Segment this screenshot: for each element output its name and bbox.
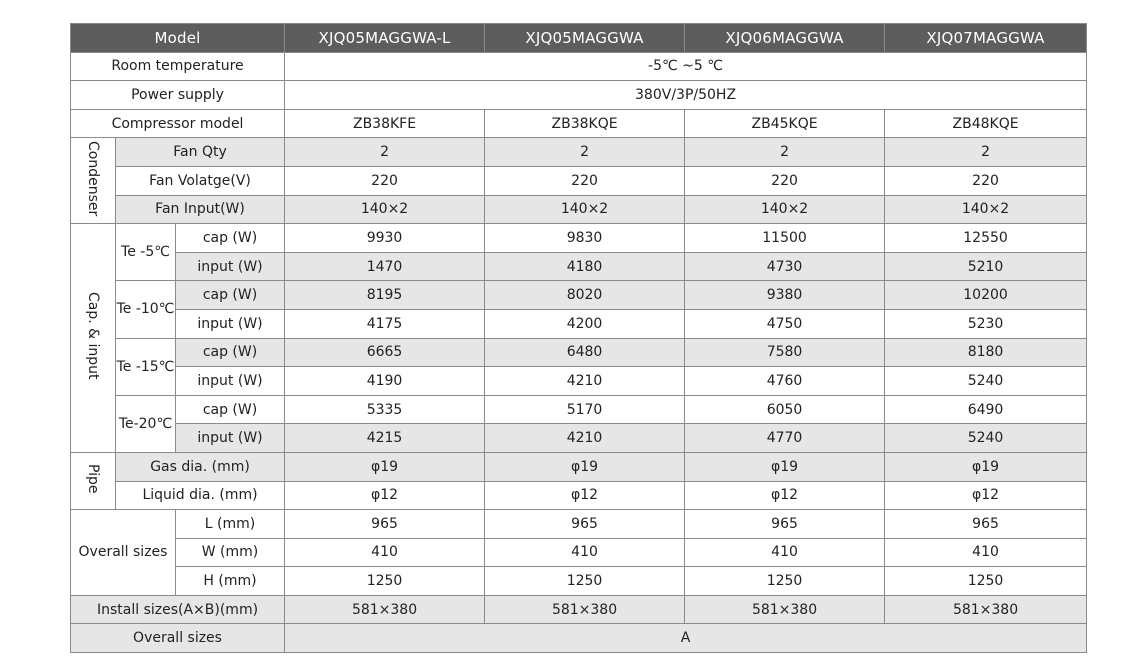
cap-value: 9830 [485, 224, 685, 253]
cap-value: 6050 [685, 395, 885, 424]
input-value: 5240 [885, 367, 1087, 396]
model-header: Model [71, 24, 285, 53]
install-sizes-value: 581×380 [685, 595, 885, 624]
gas-dia-value: φ19 [885, 452, 1087, 481]
input-value: 4175 [285, 309, 485, 338]
input-value: 4210 [485, 424, 685, 453]
gas-dia-label: Gas dia. (mm) [116, 452, 285, 481]
overall-sizes-row [71, 624, 1087, 653]
install-sizes-label: Install sizes(A×B)(mm) [71, 595, 285, 624]
header-row [71, 24, 1087, 53]
length-value: 965 [685, 510, 885, 539]
input-value: 5230 [885, 309, 1087, 338]
compressor-model-value: ZB48KQE [885, 109, 1087, 138]
cap-value: 12550 [885, 224, 1087, 253]
fan-input-row [71, 195, 1087, 224]
te-minus15-input-row [71, 367, 1087, 396]
overall-sizes-label: Overall sizes [71, 624, 285, 653]
cap-value: 7580 [685, 338, 885, 367]
input-value: 4770 [685, 424, 885, 453]
model-4: XJQ07MAGGWA [885, 24, 1087, 53]
install-sizes-value: 581×380 [285, 595, 485, 624]
input-value: 4215 [285, 424, 485, 453]
te-minus10-input-row [71, 309, 1087, 338]
input-value: 5240 [885, 424, 1087, 453]
fan-qty-label: Fan Qty [116, 138, 285, 167]
cap-value: 6490 [885, 395, 1087, 424]
power-supply-label: Power supply [71, 81, 285, 110]
cap-value: 5170 [485, 395, 685, 424]
width-value: 410 [685, 538, 885, 567]
input-value: 4200 [485, 309, 685, 338]
power-supply-row [71, 81, 1087, 110]
cap-label: cap (W) [176, 281, 285, 310]
gas-dia-value: φ19 [685, 452, 885, 481]
length-value: 965 [285, 510, 485, 539]
input-value: 4210 [485, 367, 685, 396]
compressor-model-label: Compressor model [71, 109, 285, 138]
te-minus5-label: Te -5℃ [116, 224, 176, 281]
fan-input-value: 140×2 [885, 195, 1087, 224]
gas-dia-value: φ19 [285, 452, 485, 481]
height-value: 1250 [685, 567, 885, 596]
cap-value: 8195 [285, 281, 485, 310]
liquid-dia-value: φ12 [485, 481, 685, 510]
fan-qty-row [71, 138, 1087, 167]
input-label: input (W) [176, 367, 285, 396]
install-sizes-value: 581×380 [485, 595, 685, 624]
liquid-dia-value: φ12 [285, 481, 485, 510]
cap-value: 11500 [685, 224, 885, 253]
liquid-dia-value: φ12 [885, 481, 1087, 510]
te-minus20-label: Te-20℃ [116, 395, 176, 452]
room-temperature-label: Room temperature [71, 52, 285, 81]
compressor-model-value: ZB38KFE [285, 109, 485, 138]
compressor-model-value: ZB45KQE [685, 109, 885, 138]
fan-input-label: Fan Input(W) [116, 195, 285, 224]
overall-sizes-value: A [285, 624, 1087, 653]
width-value: 410 [885, 538, 1087, 567]
cap-value: 9930 [285, 224, 485, 253]
gas-dia-row [71, 452, 1087, 481]
fan-input-value: 140×2 [685, 195, 885, 224]
model-3: XJQ06MAGGWA [685, 24, 885, 53]
cap-label: cap (W) [176, 224, 285, 253]
spec-table [70, 23, 1087, 653]
te-minus15-label: Te -15℃ [116, 338, 176, 395]
fan-voltage-value: 220 [485, 166, 685, 195]
fan-qty-value: 2 [885, 138, 1087, 167]
fan-qty-value: 2 [685, 138, 885, 167]
height-row [71, 567, 1087, 596]
fan-voltage-row [71, 166, 1087, 195]
input-value: 4730 [685, 252, 885, 281]
overall-group-label: Overall sizes [71, 510, 176, 596]
compressor-model-row [71, 109, 1087, 138]
model-2: XJQ05MAGGWA [485, 24, 685, 53]
length-value: 965 [485, 510, 685, 539]
gas-dia-value: φ19 [485, 452, 685, 481]
fan-voltage-label: Fan Volatge(V) [116, 166, 285, 195]
te-minus15-cap-row [71, 338, 1087, 367]
height-value: 1250 [885, 567, 1087, 596]
te-minus10-label: Te -10℃ [116, 281, 176, 338]
input-label: input (W) [176, 309, 285, 338]
height-label: H (mm) [176, 567, 285, 596]
input-label: input (W) [176, 424, 285, 453]
condenser-group-label: Condenser [71, 138, 116, 224]
width-row [71, 538, 1087, 567]
fan-voltage-value: 220 [685, 166, 885, 195]
fan-qty-value: 2 [285, 138, 485, 167]
cap-label: cap (W) [176, 395, 285, 424]
cap-value: 6480 [485, 338, 685, 367]
room-temperature-row [71, 52, 1087, 81]
cap-value: 8020 [485, 281, 685, 310]
input-label: input (W) [176, 252, 285, 281]
cap-value: 6665 [285, 338, 485, 367]
input-value: 4190 [285, 367, 485, 396]
te-minus20-cap-row [71, 395, 1087, 424]
input-value: 4180 [485, 252, 685, 281]
cap-value: 8180 [885, 338, 1087, 367]
fan-input-value: 140×2 [285, 195, 485, 224]
te-minus10-cap-row [71, 281, 1087, 310]
length-value: 965 [885, 510, 1087, 539]
capacity-group-label: Cap. & input [71, 224, 116, 453]
fan-input-value: 140×2 [485, 195, 685, 224]
fan-voltage-value: 220 [285, 166, 485, 195]
input-value: 5210 [885, 252, 1087, 281]
cap-value: 5335 [285, 395, 485, 424]
width-label: W (mm) [176, 538, 285, 567]
room-temperature-value: -5℃ ~5 ℃ [285, 52, 1087, 81]
te-minus5-input-row [71, 252, 1087, 281]
liquid-dia-value: φ12 [685, 481, 885, 510]
compressor-model-value: ZB38KQE [485, 109, 685, 138]
te-minus5-cap-row [71, 224, 1087, 253]
install-sizes-value: 581×380 [885, 595, 1087, 624]
cap-value: 10200 [885, 281, 1087, 310]
length-label: L (mm) [176, 510, 285, 539]
input-value: 4760 [685, 367, 885, 396]
power-supply-value: 380V/3P/50HZ [285, 81, 1087, 110]
width-value: 410 [285, 538, 485, 567]
width-value: 410 [485, 538, 685, 567]
length-row [71, 510, 1087, 539]
te-minus20-input-row [71, 424, 1087, 453]
fan-voltage-value: 220 [885, 166, 1087, 195]
fan-qty-value: 2 [485, 138, 685, 167]
cap-label: cap (W) [176, 338, 285, 367]
input-value: 4750 [685, 309, 885, 338]
install-sizes-row [71, 595, 1087, 624]
liquid-dia-label: Liquid dia. (mm) [116, 481, 285, 510]
cap-value: 9380 [685, 281, 885, 310]
pipe-group-label: Pipe [71, 452, 116, 509]
height-value: 1250 [485, 567, 685, 596]
input-value: 1470 [285, 252, 485, 281]
liquid-dia-row [71, 481, 1087, 510]
height-value: 1250 [285, 567, 485, 596]
model-1: XJQ05MAGGWA-L [285, 24, 485, 53]
